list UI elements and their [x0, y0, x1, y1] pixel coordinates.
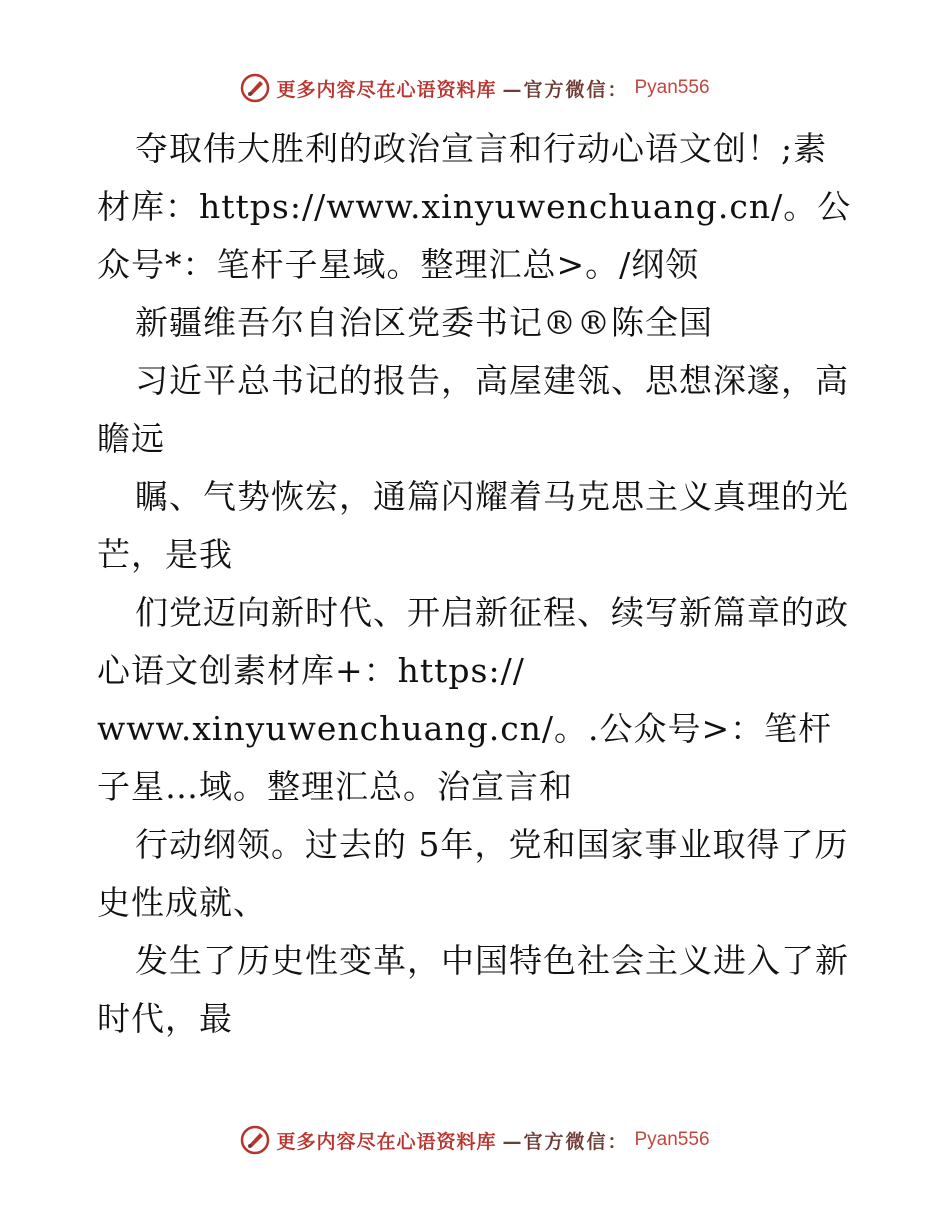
document-body: [97, 120, 857, 1048]
paragraph: 夺取伟大胜利的政治宣言和行动心语文创！;素材库：https://www.xinyuwenchuang.cn/。公众号*：笔杆子星域。整理汇总>。/纲领: [97, 129, 852, 284]
footer-banner: [0, 1120, 950, 1160]
footer-wechat-text: —官方微信：: [502, 1130, 629, 1153]
brand-logo-icon: [240, 73, 270, 103]
paragraph: 行动纲领。过去的 5年，党和国家事业取得了历史性成就、: [97, 825, 849, 922]
paragraph: 发生了历史性变革，中国特色社会主义进入了新时代，最: [97, 941, 849, 1038]
brand-logo-icon: [240, 1125, 270, 1155]
footer-wechat-id: Pyan556: [634, 1129, 710, 1150]
footer-brand-text: 更多内容尽在心语资料库: [276, 1130, 497, 1153]
paragraph: www.xinyuwenchuang.cn/。.公众号>：笔杆子星…域。整理汇总。治宣言和: [97, 709, 833, 806]
paragraph: 瞩、气势恢宏，通篇闪耀着马克思主义真理的光芒，是我: [97, 477, 849, 574]
header-brand-text: 更多内容尽在心语资料库: [276, 78, 497, 101]
header-banner: [0, 68, 950, 108]
header-wechat-text: —官方微信：: [502, 78, 629, 101]
paragraph: 习近平总书记的报告，高屋建瓴、思想深邃，高瞻远: [97, 361, 849, 458]
paragraph: 新疆维吾尔自治区党委书记®®陈全国: [135, 303, 713, 342]
header-wechat-id: Pyan556: [634, 77, 710, 98]
paragraph: 们党迈向新时代、开启新征程、续写新篇章的政心语文创素材库+：https://: [97, 593, 849, 690]
